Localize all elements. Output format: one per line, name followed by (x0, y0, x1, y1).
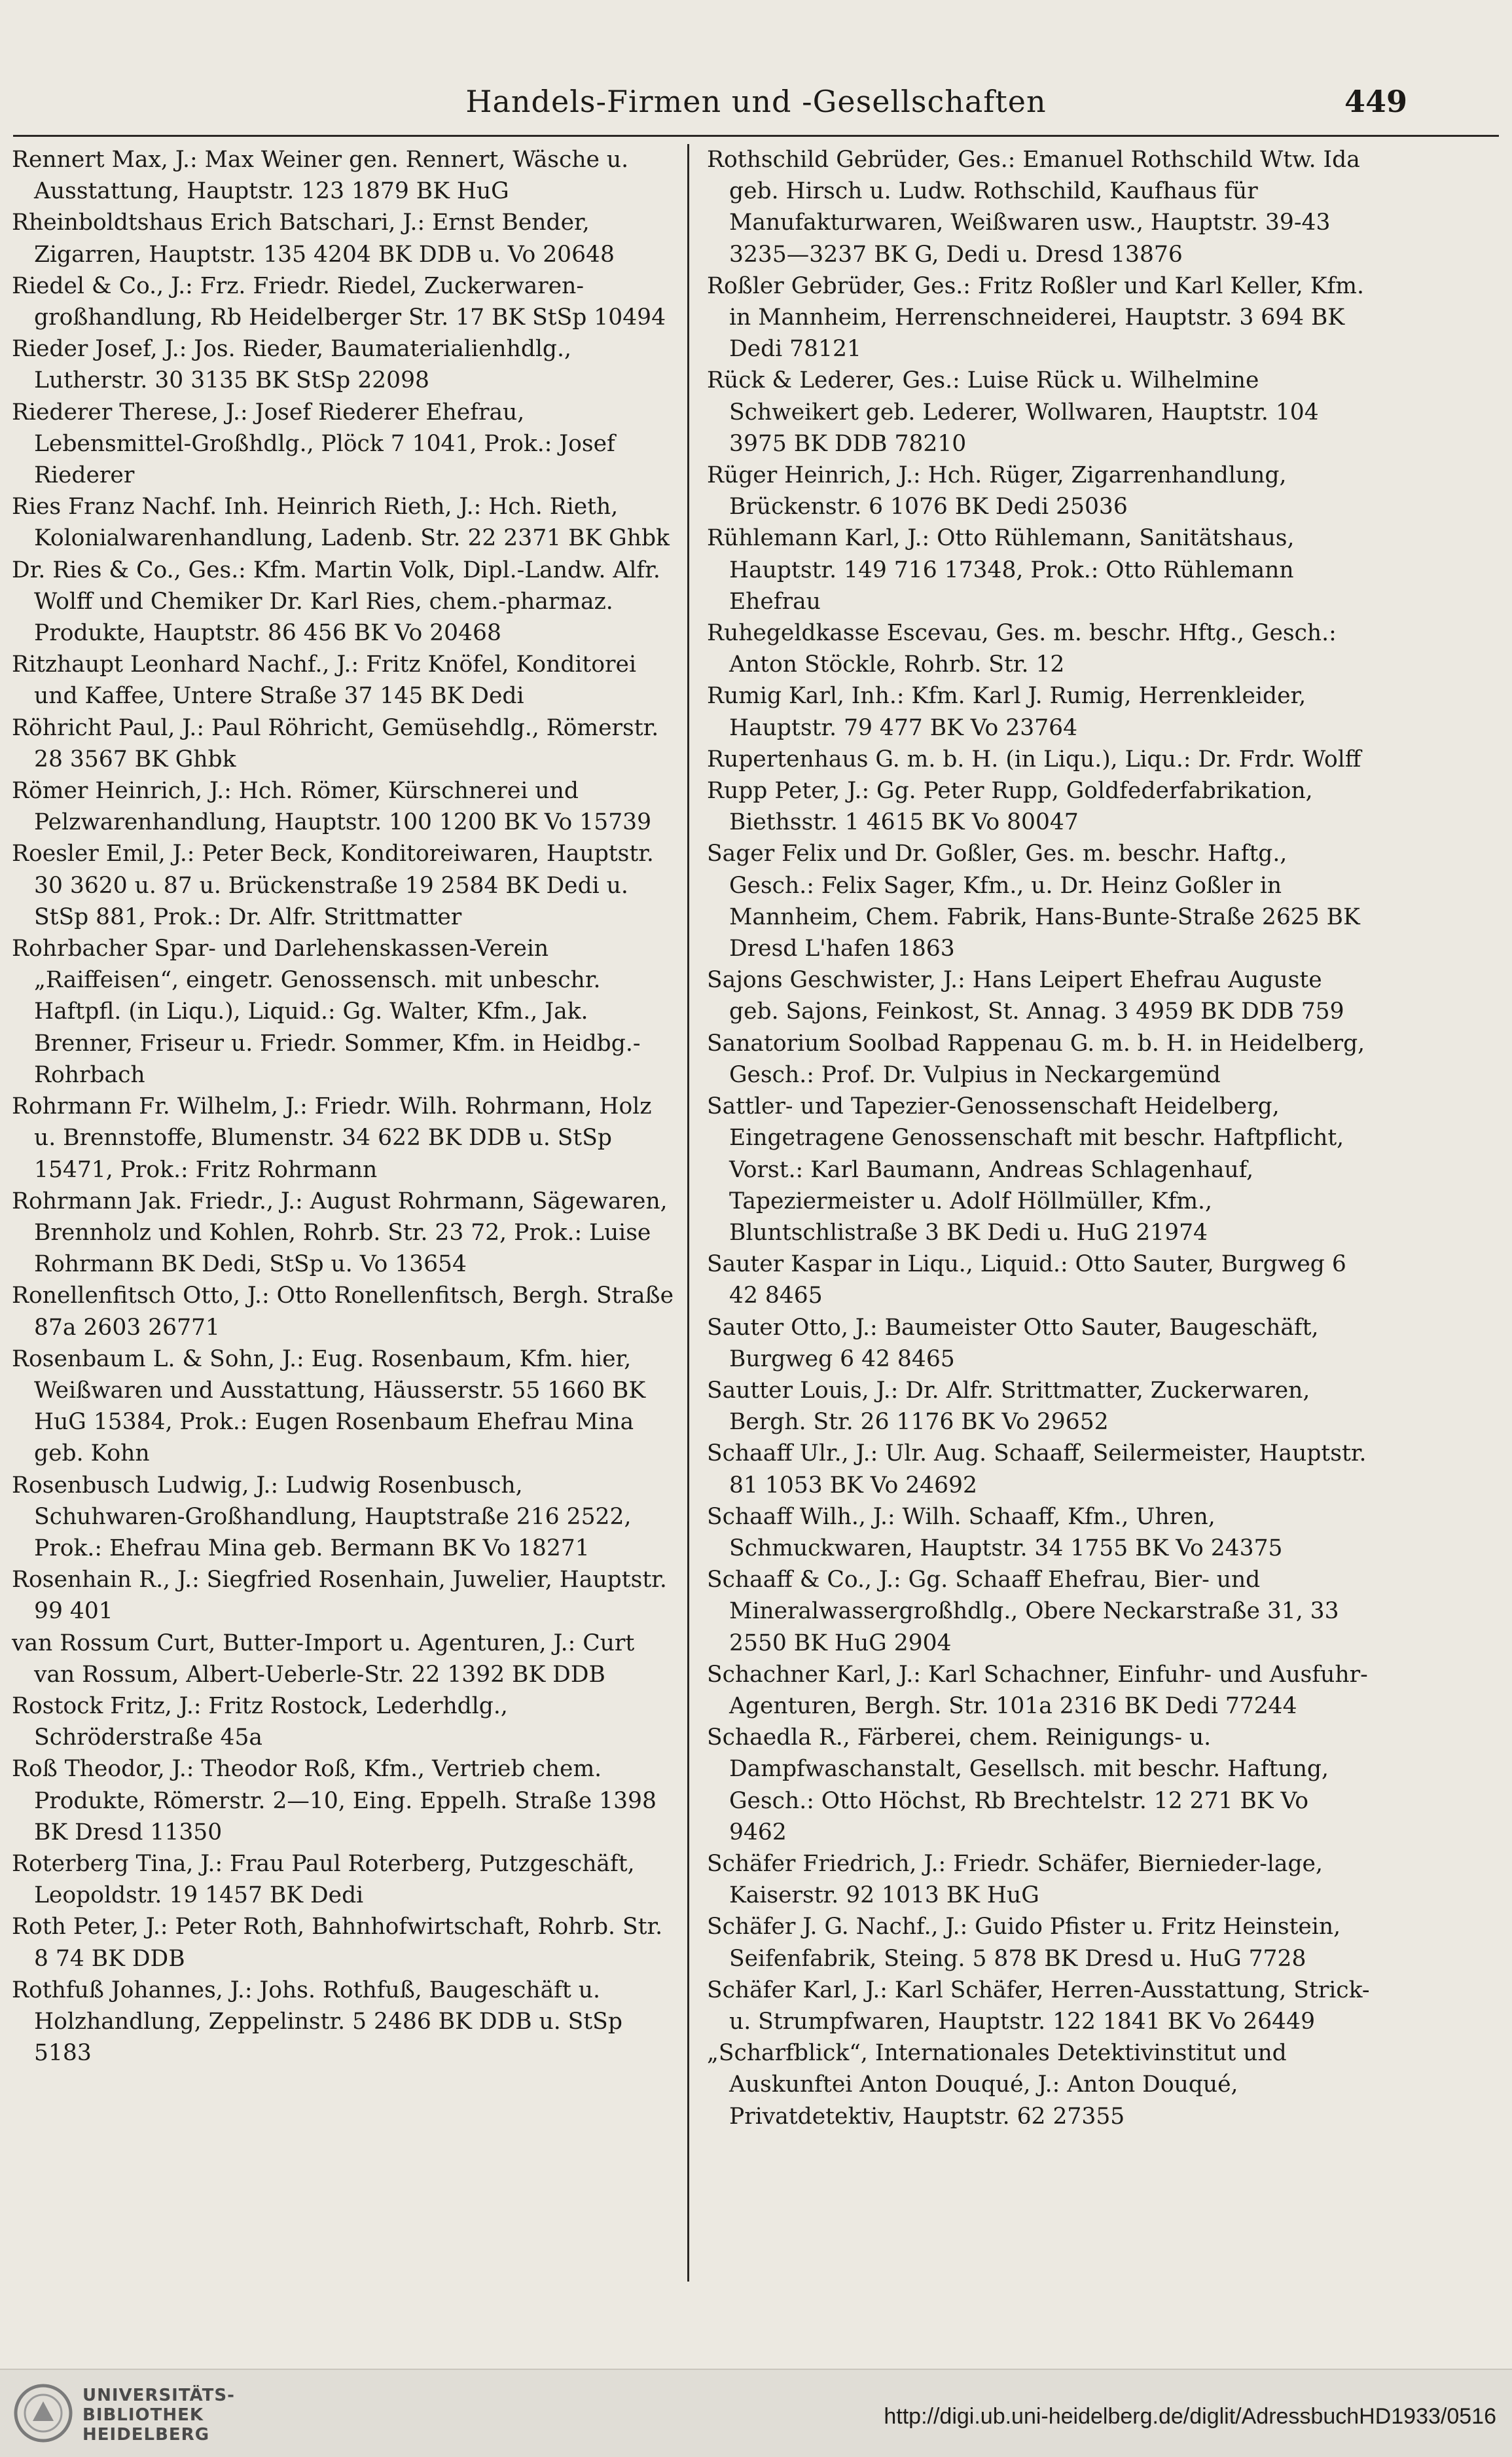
library-logo-text (82, 2386, 235, 2445)
directory-entry: Rupp Peter, J.: Gg. Peter Rupp, Goldfederfabrikation, Biethsstr. 1 4615 BK Vo 80047 (707, 778, 1313, 836)
directory-entry: Sager Felix und Dr. Goßler, Ges. m. beschr. Haftg., Gesch.: Felix Sager, Kfm., u. Dr. Heinz Goßler in Mannheim, Chem. Fabrik, Hans-Bunte-Straße 2625 BK Dresd L'hafen 1863 (707, 841, 1360, 962)
source-url-link[interactable]: http://digi.ub.uni-heidelberg.de/diglit/AdressbuchHD1933/0516 (884, 2404, 1496, 2429)
directory-entry: Rennert Max, J.: Max Weiner gen. Rennert, Wäsche u. Ausstattung, Hauptstr. 123 1879 BK HuG (12, 147, 629, 205)
left-column (12, 144, 676, 2069)
directory-entry: Sajons Geschwister, J.: Hans Leipert Ehefrau Auguste geb. Sajons, Feinkost, St. Annag. 3 4959 BK DDB 759 (707, 967, 1344, 1025)
logo-line-3: HEIDELBERG (82, 2425, 210, 2445)
directory-entry: Ronellenfitsch Otto, J.: Otto Ronellenfitsch, Bergh. Straße 87a 2603 26771 (12, 1283, 674, 1341)
directory-entry: Rohrmann Jak. Friedr., J.: August Rohrmann, Sägewaren, Brennholz und Kohlen, Rohrb. Str. 23 72, Prok.: Luise Rohrmann BK Dedi, StSp u. Vo 13654 (12, 1188, 668, 1278)
directory-entry: Ritzhaupt Leonhard Nachf., J.: Fritz Knöfel, Konditorei und Kaffee, Untere Straße 37 145 BK Dedi (12, 651, 636, 710)
directory-entry: Schachner Karl, J.: Karl Schachner, Einfuhr- und Ausfuhr-Agenturen, Bergh. Str. 101a 2316 BK Dedi 77244 (707, 1661, 1368, 1719)
directory-entry: Schäfer J. G. Nachf., J.: Guido Pfister u. Fritz Heinstein, Seifenfabrik, Steing. 5 878 BK Dresd u. HuG 7728 (707, 1914, 1341, 1972)
directory-entry: Rothschild Gebrüder, Ges.: Emanuel Rothschild Wtw. Ida geb. Hirsch u. Ludw. Rothschild, Kaufhaus für Manufakturwaren, Weißwaren usw., Hauptstr. 39-43 3235—3237 BK G, Dedi u. Dresd 13876 (707, 147, 1360, 268)
university-seal-icon (13, 2383, 73, 2443)
directory-entry: Schaedla R., Färberei, chem. Reinigungs- u. Dampfwaschanstalt, Gesellsch. mit beschr. Haftung, Gesch.: Otto Höchst, Rb Brechtelstr. 12 271 BK Vo 9462 (707, 1724, 1329, 1846)
directory-entry: Sauter Otto, J.: Baumeister Otto Sauter, Baugeschäft, Burgweg 6 42 8465 (707, 1314, 1319, 1372)
footer-bar (0, 2369, 1512, 2457)
directory-entry: Rieder Josef, J.: Jos. Rieder, Baumaterialienhdlg., Lutherstr. 30 3135 BK StSp 22098 (12, 336, 571, 394)
page-title: Handels-Firmen und -Gesellschaften (465, 84, 1047, 119)
directory-entry: Sauter Kaspar in Liqu., Liquid.: Otto Sauter, Burgweg 6 42 8465 (707, 1251, 1346, 1309)
directory-entry: Schaaff Wilh., J.: Wilh. Schaaff, Kfm., Uhren, Schmuckwaren, Hauptstr. 34 1755 BK Vo 24375 (707, 1503, 1283, 1561)
directory-entry: Roterberg Tina, J.: Frau Paul Roterberg, Putzgeschäft, Leopoldstr. 19 1457 BK Dedi (12, 1850, 635, 1909)
directory-entry: Roesler Emil, J.: Peter Beck, Konditoreiwaren, Hauptstr. 30 3620 u. 87 u. Brückenstraße 19 2584 BK Dedi u. StSp 881, Prok.: Dr. Alfr. Strittmatter (12, 841, 654, 930)
directory-entry: Riedel & Co., J.: Frz. Friedr. Riedel, Zuckerwaren-großhandlung, Rb Heidelberger Str. 17 BK StSp 10494 (12, 272, 666, 331)
directory-entry: Schaaff & Co., J.: Gg. Schaaff Ehefrau, Bier- und Mineralwassergroßhdlg., Obere Neckarstraße 31, 33 2550 BK HuG 2904 (707, 1567, 1339, 1656)
directory-entry: Sanatorium Soolbad Rappenau G. m. b. H. in Heidelberg, Gesch.: Prof. Dr. Vulpius in Neckargemünd (707, 1030, 1365, 1088)
directory-entry: Rothfuß Johannes, J.: Johs. Rothfuß, Baugeschäft u. Holzhandlung, Zeppelinstr. 5 2486 BK DDB u. StSp 5183 (12, 1976, 622, 2067)
directory-entry: Riederer Therese, J.: Josef Riederer Ehefrau, Lebensmittel-Großhdlg., Plöck 7 1041, Prok.: Josef Riederer (12, 399, 615, 489)
directory-entry: Röhricht Paul, J.: Paul Röhricht, Gemüsehdlg., Römerstr. 28 3567 BK Ghbk (12, 714, 659, 773)
directory-entry: Rheinboldtshaus Erich Batschari, J.: Ernst Bender, Zigarren, Hauptstr. 135 4204 BK DDB u. Vo 20648 (12, 209, 615, 268)
directory-entry: Ruhegeldkasse Escevau, Ges. m. beschr. Hftg., Gesch.: Anton Stöckle, Rohrb. Str. 12 (707, 620, 1337, 678)
logo-line-1: UNIVERSITÄTS- (82, 2386, 235, 2405)
directory-entry: Dr. Ries & Co., Ges.: Kfm. Martin Volk, Dipl.-Landw. Alfr. Wolff und Chemiker Dr. Karl Ries, chem.-pharmaz. Produkte, Hauptstr. 86 456 BK Vo 20468 (12, 556, 660, 647)
directory-entry: Roth Peter, J.: Peter Roth, Bahnhofwirtschaft, Rohrb. Str. 8 74 BK DDB (12, 1914, 663, 1972)
directory-entry: Sautter Louis, J.: Dr. Alfr. Strittmatter, Zuckerwaren, Bergh. Str. 26 1176 BK Vo 29652 (707, 1377, 1310, 1436)
directory-entry: Ries Franz Nachf. Inh. Heinrich Rieth, J.: Hch. Rieth, Kolonialwarenhandlung, Ladenb. Str. 22 2371 BK Ghbk (12, 494, 670, 552)
directory-entry: Rüger Heinrich, J.: Hch. Rüger, Zigarrenhandlung, Brückenstr. 6 1076 BK Dedi 25036 (707, 462, 1287, 520)
directory-entry: Rühlemann Karl, J.: Otto Rühlemann, Sanitätshaus, Hauptstr. 149 716 17348, Prok.: Otto Rühlemann Ehefrau (707, 525, 1295, 615)
header-rule (13, 135, 1499, 137)
directory-entry: „Scharfblick“, Internationales Detektivinstitut und Auskunftei Anton Douqué, J.: Anton Douqué, Privatdetektiv, Hauptstr. 62 27355 (707, 2040, 1287, 2130)
directory-entry: Rohrmann Fr. Wilhelm, J.: Friedr. Wilh. Rohrmann, Holz u. Brennstoffe, Blumenstr. 34 622 BK DDB u. StSp 15471, Prok.: Fritz Rohrmann (12, 1093, 652, 1183)
page-number: 449 (1344, 84, 1407, 119)
directory-entry: Rohrbacher Spar- und Darlehenskassen-Verein „Raiffeisen“, eingetr. Genossensch. mit unbeschr. Haftpfl. (in Liqu.), Liquid.: Gg. Walter, Kfm., Jak. Brenner, Friseur u. Friedr. Sommer, Kfm. in Heidbg.-Rohrbach (12, 936, 641, 1088)
directory-entry: Roßler Gebrüder, Ges.: Fritz Roßler und Karl Keller, Kfm. in Mannheim, Herrenschneiderei, Hauptstr. 3 694 BK Dedi 78121 (707, 272, 1364, 363)
directory-entry: Rosenbusch Ludwig, J.: Ludwig Rosenbusch, Schuhwaren-Großhandlung, Hauptstraße 216 2522, Prok.: Ehefrau Mina geb. Bermann BK Vo 18271 (12, 1472, 632, 1561)
directory-entry: Schaaff Ulr., J.: Ulr. Aug. Schaaff, Seilermeister, Hauptstr. 81 1053 BK Vo 24692 (707, 1440, 1367, 1499)
directory-entry: Schäfer Karl, J.: Karl Schäfer, Herren-Ausstattung, Strick- u. Strumpfwaren, Hauptstr. 122 1841 BK Vo 26449 (707, 1976, 1370, 2035)
right-column (707, 144, 1371, 2132)
directory-entry: Rosenbaum L. & Sohn, J.: Eug. Rosenbaum, Kfm. hier, Weißwaren und Ausstattung, Häusserstr. 55 1660 BK HuG 15384, Prok.: Eugen Rosenbaum Ehefrau Mina geb. Kohn (12, 1345, 646, 1467)
directory-entry: Schäfer Friedrich, J.: Friedr. Schäfer, Biernieder-lage, Kaiserstr. 92 1013 BK HuG (707, 1850, 1323, 1909)
column-divider (687, 144, 689, 2282)
directory-entry: Rück & Lederer, Ges.: Luise Rück u. Wilhelmine Schweikert geb. Lederer, Wollwaren, Hauptstr. 104 3975 BK DDB 78210 (707, 367, 1319, 457)
logo-line-2: BIBLIOTHEK (82, 2405, 204, 2425)
directory-entry: Roß Theodor, J.: Theodor Roß, Kfm., Vertrieb chem. Produkte, Römerstr. 2—10, Eing. Eppelh. Straße 1398 BK Dresd 11350 (12, 1756, 657, 1846)
directory-entry: Rumig Karl, Inh.: Kfm. Karl J. Rumig, Herrenkleider, Hauptstr. 79 477 BK Vo 23764 (707, 683, 1306, 741)
directory-entry: van Rossum Curt, Butter-Import u. Agenturen, J.: Curt van Rossum, Albert-Ueberle-Str. 22 1392 BK DDB (12, 1629, 635, 1688)
directory-entry: Rostock Fritz, J.: Fritz Rostock, Lederhdlg., Schröderstraße 45a (12, 1692, 508, 1751)
directory-entry: Römer Heinrich, J.: Hch. Römer, Kürschnerei und Pelzwarenhandlung, Hauptstr. 100 1200 BK Vo 15739 (12, 778, 652, 836)
directory-entry: Rosenhain R., J.: Siegfried Rosenhain, Juwelier, Hauptstr. 99 401 (12, 1567, 667, 1625)
directory-entry: Rupertenhaus G. m. b. H. (in Liqu.), Liqu.: Dr. Frdr. Wolff (707, 746, 1361, 773)
directory-entry: Sattler- und Tapezier-Genossenschaft Heidelberg, Eingetragene Genossenschaft mit beschr. Haftpflicht, Vorst.: Karl Baumann, Andreas Schlagenhauf, Tapeziermeister u. Adolf Höllmüller, Kfm., Bluntschlistraße 3 BK Dedi u. HuG 21974 (707, 1093, 1344, 1246)
page-header (79, 84, 1433, 130)
